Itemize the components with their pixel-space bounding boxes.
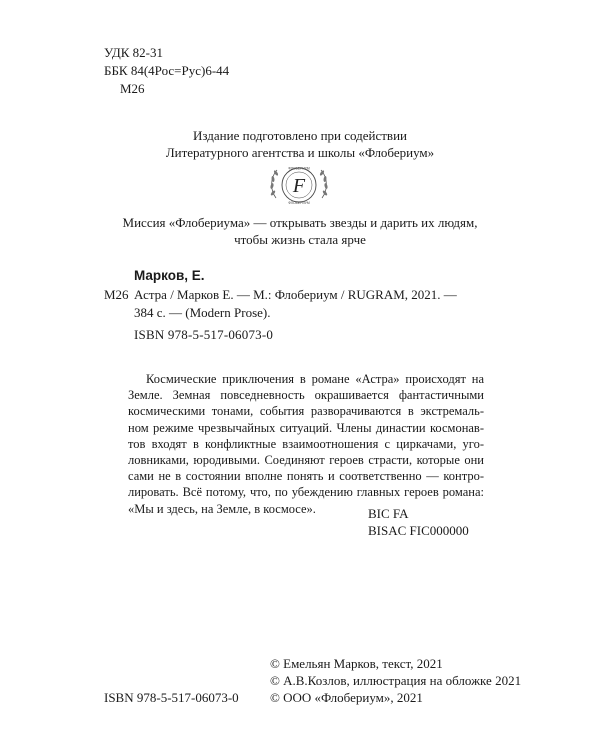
sponsor-note — [0, 127, 600, 161]
annotation-line: «Мы и здесь, на Земле, в космосе». — [128, 501, 316, 516]
annotation-line: Земле. Земная повседневность окрашивается фантастичными — [128, 388, 484, 403]
annotation-line: Космические приключения в романе «Астра» происходят на — [146, 372, 484, 386]
copyright-publisher: © ООО «Флобериум», 2021 — [270, 690, 423, 705]
catalog-description-line-2: 384 с. — (Modern Prose). — [134, 305, 271, 320]
annotation-line: тов входят в конфликтные взаимоотношения с циркачами, уго- — [128, 436, 484, 451]
annotation-line: космическими тонами, события разворачиваются в экстремаль- — [128, 404, 484, 419]
logo-letter: F — [292, 175, 306, 197]
sponsor-line-2: Литературного агентства и школы «Флобериум» — [165, 145, 435, 160]
floberium-emblem-icon — [264, 160, 334, 210]
bisac-code: BISAC FIC000000 — [368, 523, 469, 538]
mission-line-2: чтобы жизнь стала ярче — [234, 232, 366, 247]
floberium-logo — [264, 160, 334, 210]
logo-bottom-text: ФЛОБЕРИУМ — [288, 201, 310, 205]
author-heading: Марков, Е. — [134, 268, 205, 283]
footer-isbn: ISBN 978-5-517-06073-0 — [104, 690, 239, 705]
mission-statement — [0, 214, 600, 248]
bic-code: BIC FA — [368, 506, 409, 521]
catalog-description-line-1: Астра / Марков Е. — М.: Флобериум / RUGRAM, 2021. — — [134, 287, 457, 302]
annotation-line: сами не в состоянии вполне понять и соответственно — контро- — [128, 469, 484, 484]
catalog-isbn: ISBN 978-5-517-06073-0 — [134, 327, 274, 342]
annotation-line: ловниками, юродивыми. Соединяют героев страсти, которые они — [128, 453, 484, 468]
annotation — [128, 371, 484, 517]
author-mark: М26 — [120, 81, 145, 96]
udc-code: УДК 82-31 — [104, 45, 164, 60]
sponsor-line-1: Издание подготовлено при содействии — [193, 128, 407, 143]
copyright-illustration: © А.В.Козлов, иллюстрация на обложке 2021 — [270, 673, 522, 688]
mission-line-1: Миссия «Флобериума» — открывать звезды и дарить их людям, — [122, 215, 478, 230]
catalog-author-mark: М26 — [104, 287, 129, 302]
annotation-line: лировать. Всё потому, что, по убеждению главных героев романа: — [128, 485, 484, 500]
logo-top-text: ФЛОБЕРИУМ — [288, 166, 310, 171]
annotation-line: ном режиме чрезвычайных ситуаций. Члены династии космонав- — [128, 420, 484, 435]
copyright-text: © Емельян Марков, текст, 2021 — [270, 656, 443, 671]
bbk-code: ББК 84(4Рос=Рус)6-44 — [104, 63, 230, 78]
